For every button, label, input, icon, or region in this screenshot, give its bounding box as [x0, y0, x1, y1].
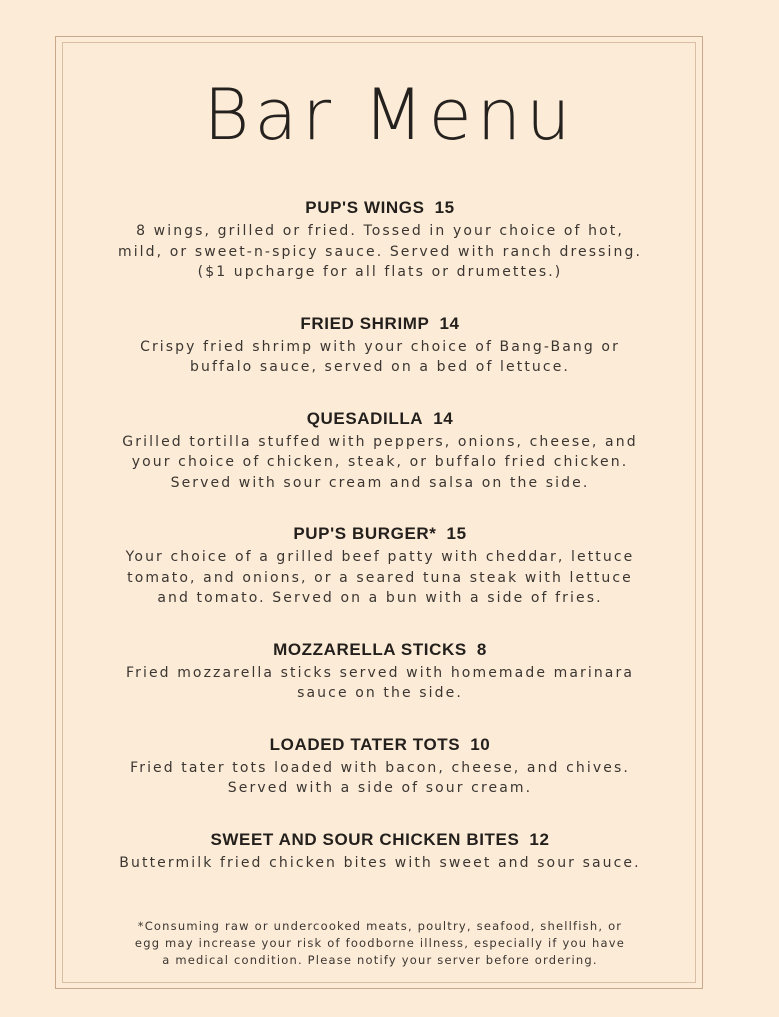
disclaimer-line: a medical condition. Please notify your server before ordering. [162, 953, 598, 967]
item-price: 12 [529, 829, 550, 849]
menu-item-mozzarella-sticks [60, 637, 700, 704]
menu-item-pups-burger [60, 521, 700, 609]
item-name: SWEET AND SOUR CHICKEN BITES [210, 829, 520, 849]
item-description-line: Fried mozzarella sticks served with homemade marinara [125, 664, 635, 681]
item-description-line: your choice of chicken, steak, or buffalo fried chicken. [131, 454, 629, 470]
menu-item-loaded-tater-tots [60, 732, 700, 799]
item-description-line: Buttermilk fried chicken bites with sweet and sour sauce. [119, 854, 641, 871]
item-name: PUP'S WINGS [305, 198, 425, 217]
item-name: LOADED TATER TOTS [269, 734, 461, 754]
item-price: 14 [433, 408, 454, 428]
menu-item-sweet-and-sour-chicken-bites [60, 827, 700, 874]
item-price: 15 [446, 524, 467, 543]
item-price: 8 [476, 639, 487, 659]
item-description-line: buffalo sauce, served on a bed of lettuce. [190, 359, 570, 375]
item-description-line: Grilled tortilla stuffed with peppers, onions, cheese, and [122, 433, 638, 450]
item-heading [60, 521, 700, 547]
menu-items [60, 195, 700, 873]
item-heading [60, 311, 700, 337]
disclaimer-line: *Consuming raw or undercooked meats, poultry, seafood, shellfish, or [137, 919, 623, 933]
item-description-line: sauce on the side. [297, 685, 463, 701]
item-name: FRIED SHRIMP [300, 313, 430, 333]
food-safety-disclaimer [70, 918, 690, 969]
item-name: QUESADILLA [306, 408, 424, 428]
item-heading [60, 406, 700, 432]
item-name: PUP'S BURGER* [293, 524, 437, 543]
item-description-line: and tomato. Served on a bun with a side of fries. [157, 590, 603, 606]
item-price: 10 [470, 734, 491, 754]
item-name: MOZZARELLA STICKS [273, 639, 467, 659]
item-heading [60, 195, 700, 221]
item-description-line: 8 wings, grilled or fried. Tossed in your choice of hot, [136, 223, 624, 239]
disclaimer-line: egg may increase your risk of foodborne illness, especially if you have [134, 936, 626, 950]
item-heading [60, 827, 700, 853]
item-description-line: tomato, and onions, or a seared tuna steak with lettuce [127, 569, 633, 586]
item-price: 15 [434, 198, 455, 217]
item-description-line: Served with a side of sour cream. [227, 780, 533, 796]
item-heading [60, 732, 700, 758]
item-description-line: Crispy fried shrimp with your choice of Bang-Bang or [140, 338, 620, 355]
item-description-line: Your choice of a grilled beef patty with cheddar, lettuce [125, 549, 635, 565]
menu-title: Bar Menu [203, 74, 576, 156]
menu-item-fried-shrimp [60, 311, 700, 378]
item-price: 14 [439, 313, 460, 333]
menu-item-quesadilla [60, 406, 700, 494]
menu-item-pups-wings [60, 195, 700, 283]
item-description-line: Fried tater tots loaded with bacon, cheese, and chives. [130, 759, 630, 776]
item-description-line: Served with sour cream and salsa on the side. [170, 474, 590, 491]
item-heading [60, 637, 700, 663]
item-description-line: ($1 upcharge for all flats or drumettes.) [197, 264, 563, 280]
item-description-line: mild, or sweet-n-spicy sauce. Served with ranch dressing. [117, 243, 643, 260]
